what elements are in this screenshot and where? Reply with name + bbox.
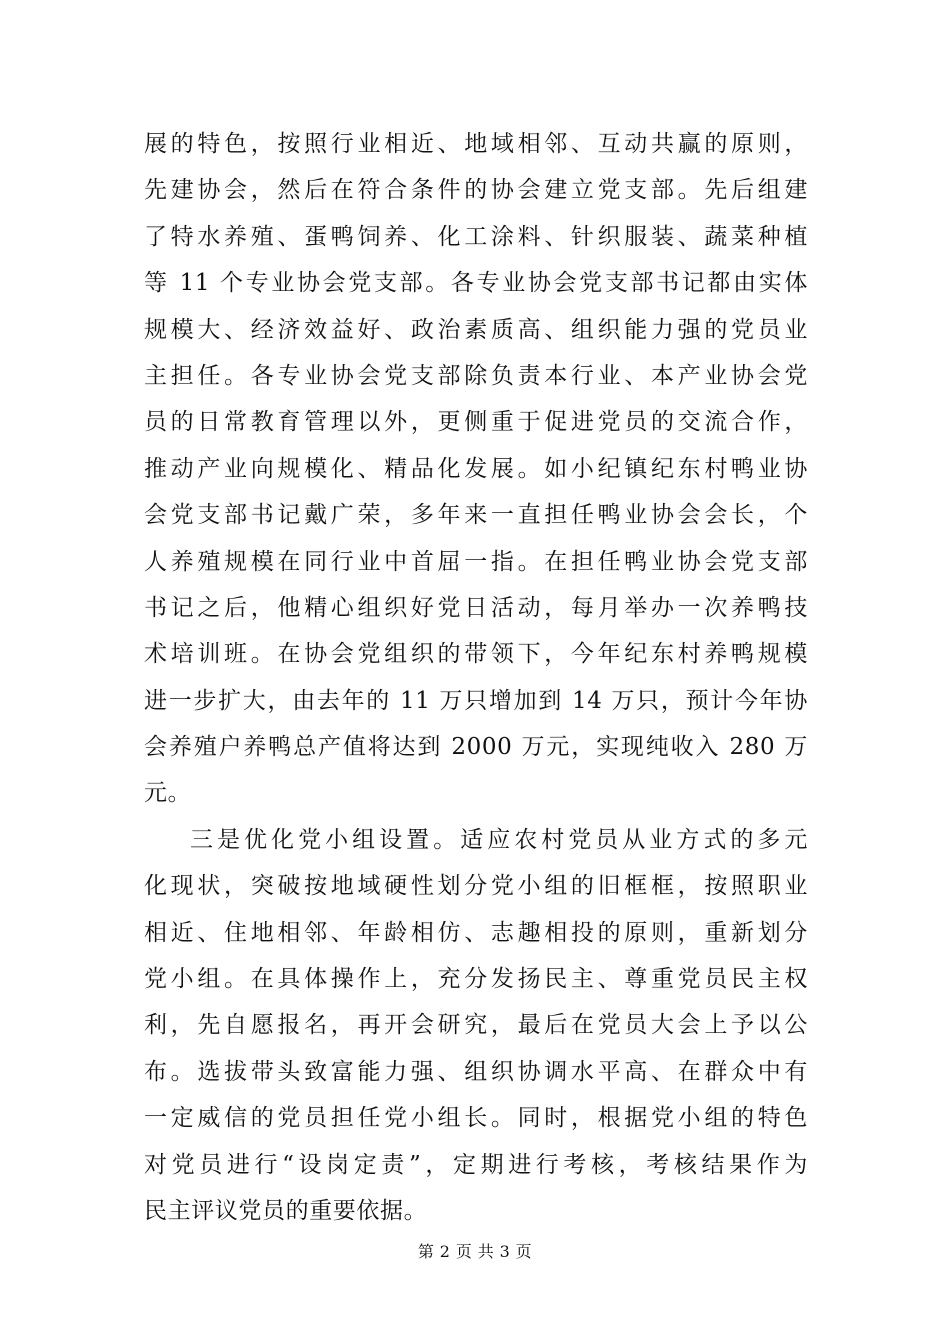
text-line: 先建协会，然后在符合条件的协会建立党支部。先后组建	[144, 177, 808, 204]
text-line: 等 11 个专业协会党支部。各专业协会党支部书记都由实体	[144, 270, 808, 297]
text-line: 民主评议党员的重要依据。	[144, 1197, 428, 1224]
text-line: 书记之后，他精心组织好党日活动，每月举办一次养鸭技	[144, 594, 808, 621]
document-body	[144, 121, 808, 1234]
text-line: 规模大、经济效益好、政治素质高、组织能力强的党员业	[144, 316, 808, 343]
text-line: 利，先自愿报名，再开会研究，最后在党员大会上予以公	[144, 1012, 808, 1039]
text-line: 进一步扩大，由去年的 11 万只增加到 14 万只，预计今年协	[144, 687, 808, 714]
text-line: 推动产业向规模化、精品化发展。如小纪镇纪东村鸭业协	[144, 455, 808, 482]
text-line: 布。选拔带头致富能力强、组织协调水平高、在群众中有	[144, 1058, 808, 1085]
text-line: 了特水养殖、蛋鸭饲养、化工涂料、针织服装、蔬菜种植	[144, 223, 808, 250]
text-line: 主担任。各专业协会党支部除负责本行业、本产业协会党	[144, 362, 808, 389]
text-line: 展的特色，按照行业相近、地域相邻、互动共赢的原则，	[144, 131, 808, 157]
text-line: 相近、住地相邻、年龄相仿、志趣相投的原则，重新划分	[144, 919, 808, 946]
text-line: 一定威信的党员担任党小组长。同时，根据党小组的特色	[144, 1105, 808, 1132]
text-line: 术培训班。在协会党组织的带领下，今年纪东村养鸭规模	[144, 641, 808, 668]
text-line: 化现状，突破按地域硬性划分党小组的旧框框，按照职业	[144, 873, 808, 900]
page-number-footer: 第 2 页 共 3 页	[417, 1242, 533, 1261]
paragraph-first-line: 三是优化党小组设置。适应农村党员从业方式的多元	[190, 826, 808, 853]
text-line: 会党支部书记戴广荣，多年来一直担任鸭业协会会长，个	[144, 502, 808, 529]
text-line: 人养殖规模在同行业中首屈一指。在担任鸭业协会党支部	[144, 548, 808, 575]
text-line: 员的日常教育管理以外，更侧重于促进党员的交流合作，	[144, 409, 808, 436]
text-line: 党小组。在具体操作上，充分发扬民主、尊重党员民主权	[144, 966, 808, 993]
text-line: 会养殖户养鸭总产值将达到 2000 万元，实现纯收入 280 万	[144, 734, 808, 761]
text-line: 元。	[144, 780, 192, 807]
text-line: 对党员进行“设岗定责”，定期进行考核，考核结果作为	[144, 1151, 808, 1178]
